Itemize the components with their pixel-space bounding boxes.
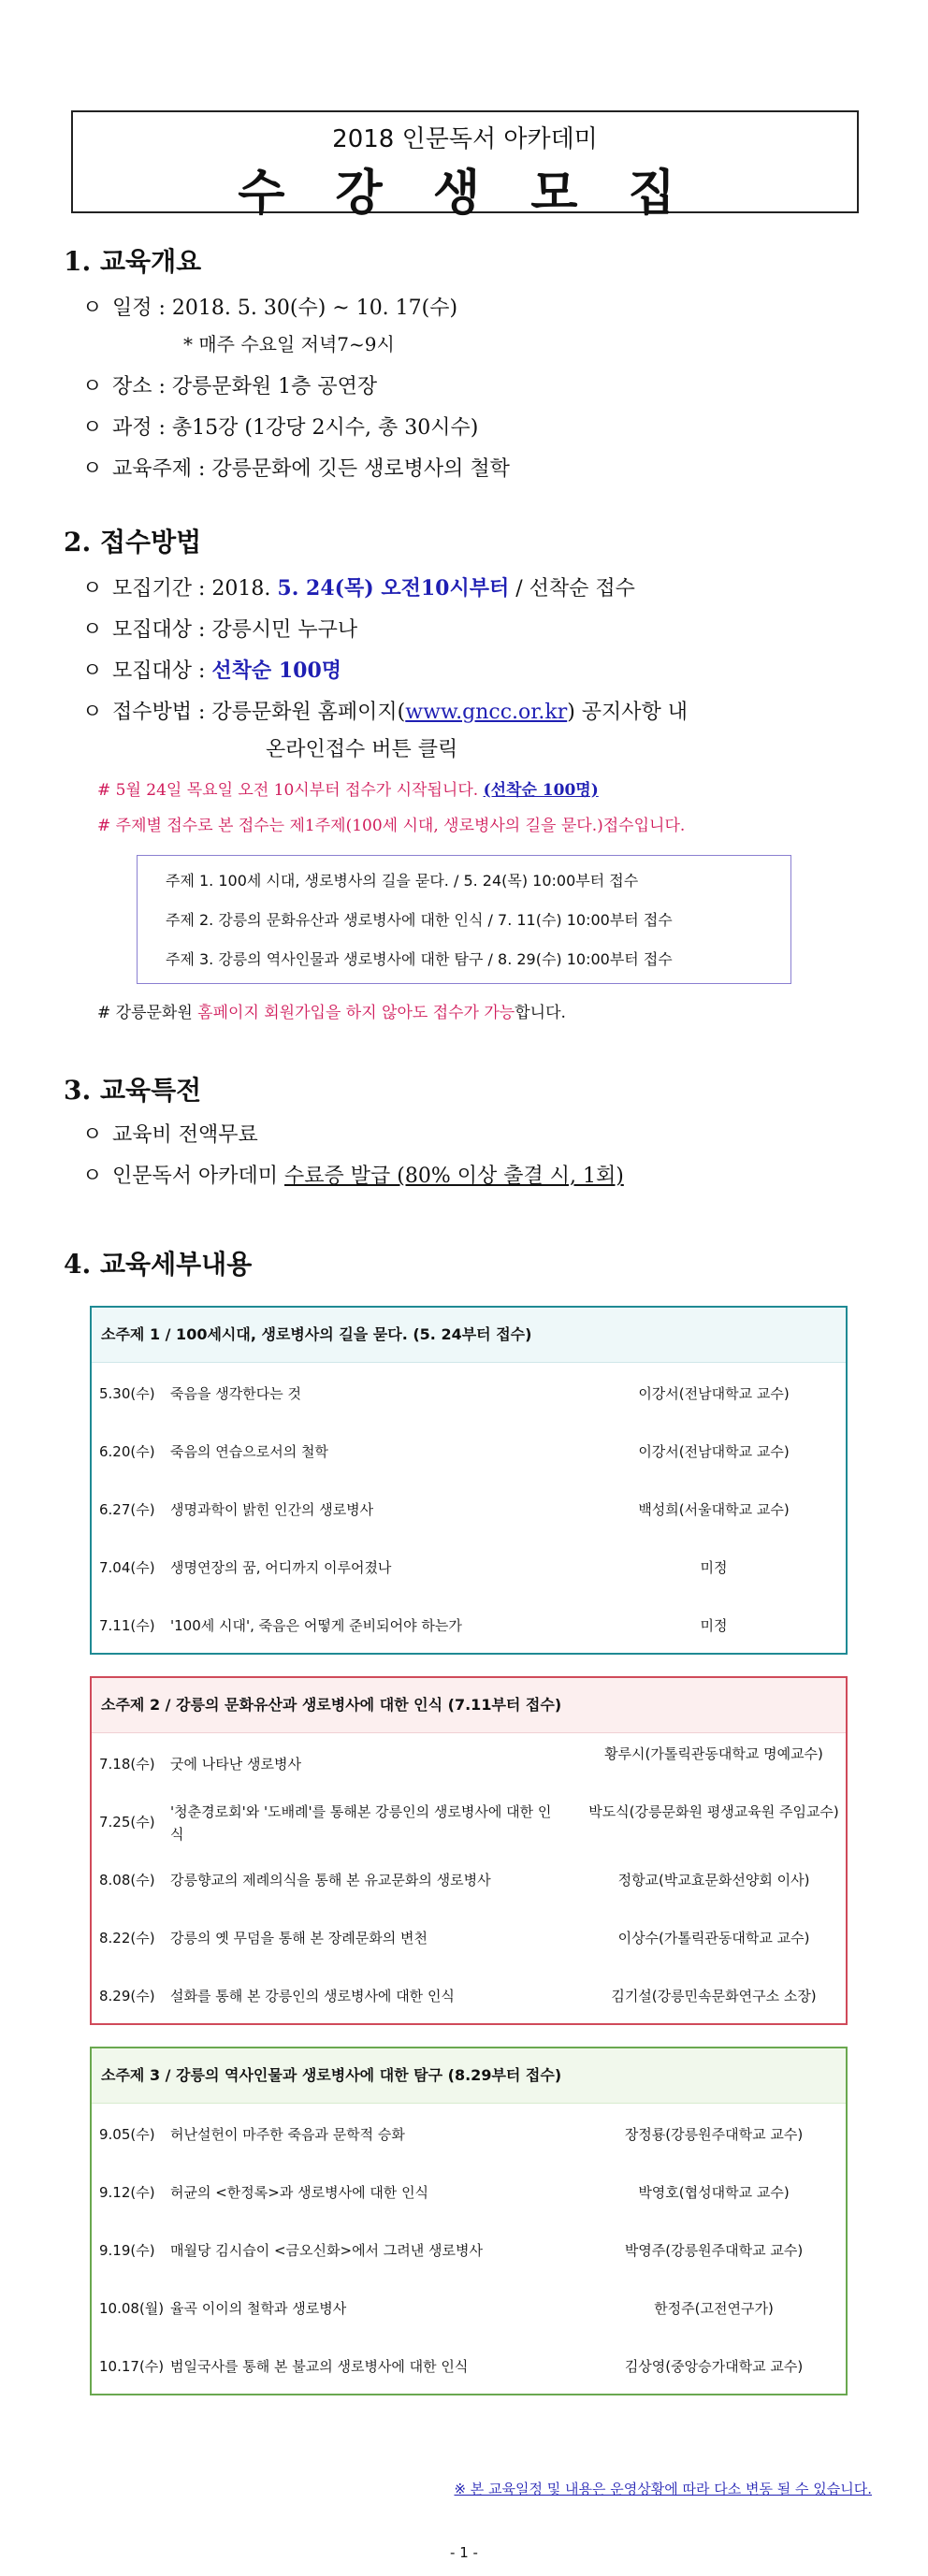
sec2-note-1: # 5월 24일 목요일 오전 10시부터 접수가 시작됩니다. (선착순 100명) bbox=[97, 781, 599, 800]
section-2-heading: 2. 접수방법 bbox=[64, 527, 202, 557]
sec2-target-count: ㅇ 모집대상 : 선착순 100명 bbox=[82, 658, 342, 683]
page-number: - 1 - bbox=[450, 2544, 478, 2561]
table-row: 8.29(수) 설화를 통해 본 강릉인의 생로병사에 대한 인식 김기설(강릉민속문화연구소 소장) bbox=[99, 1988, 817, 2004]
sec3-certificate: ㅇ 인문독서 아카데미 수료증 발급 (80% 이상 출결 시, 1회) bbox=[82, 1165, 624, 1188]
website-link[interactable]: www.gncc.or.kr bbox=[405, 701, 568, 724]
subtopic-2-box bbox=[90, 1676, 848, 2025]
table-row: 10.17(수) 범일국사를 통해 본 불교의 생로병사에 대한 인식 김상영(중앙승가대학교 교수) bbox=[99, 2358, 804, 2375]
subtopic-3-title: 소주제 3 / 강릉의 역사인물과 생로병사에 대한 탐구 (8.29부터 접수) bbox=[92, 2048, 846, 2104]
table-row: 7.11(수) '100세 시대', 죽음은 어떻게 준비되어야 하는가 미정 bbox=[99, 1617, 728, 1634]
table-row: 7.25(수) '청춘경로회'와 '도배례'를 통해본 강릉인의 생로병사에 대한 인식 박도식(강릉문화원 평생교육원 주임교수) bbox=[99, 1803, 839, 1843]
section-1-heading: 1. 교육개요 bbox=[64, 246, 202, 277]
table-row: 6.20(수) 죽음의 연습으로서의 철학 이강서(전남대학교 교수) bbox=[99, 1443, 790, 1460]
sec1-location: ㅇ 장소 : 강릉문화원 1층 공연장 bbox=[82, 375, 378, 398]
table-row: 10.08(월) 율곡 이이의 철학과 생로병사 한정주(고전연구가) bbox=[99, 2300, 774, 2317]
table-row: 8.08(수) 강릉향교의 제례의식을 통해 본 유교문화의 생로병사 정항교(박교효문화선양회 이사) bbox=[99, 1872, 810, 1889]
sec2-target: ㅇ 모집대상 : 강릉시민 누구나 bbox=[82, 618, 358, 642]
table-row: 9.12(수) 허균의 <한정록>과 생로병사에 대한 인식 박영호(협성대학교 교수) bbox=[99, 2184, 790, 2201]
section-4-heading: 4. 교육세부내용 bbox=[64, 1249, 253, 1280]
section-3-heading: 3. 교육특전 bbox=[64, 1075, 202, 1106]
subject-schedule-box bbox=[137, 855, 791, 984]
table-row: 7.04(수) 생명연장의 꿈, 어디까지 이루어졌나 미정 bbox=[99, 1559, 728, 1576]
table-row: 7.18(수) 굿에 나타난 생로병사 황루시(가톨릭관동대학교 명예교수) bbox=[99, 1745, 823, 1773]
sec1-schedule: ㅇ 일정 : 2018. 5. 30(수) ~ 10. 17(수) bbox=[82, 297, 458, 320]
subject-line-2: 주제 2. 강릉의 문화유산과 생로병사에 대한 인식 / 7. 11(수) 10:00부터 접수 bbox=[166, 911, 673, 929]
table-row: 6.27(수) 생명과학이 밝힌 인간의 생로병사 백성희(서울대학교 교수) bbox=[99, 1501, 790, 1518]
subtopic-2-title: 소주제 2 / 강릉의 문화유산과 생로병사에 대한 인식 (7.11부터 접수) bbox=[92, 1678, 846, 1733]
sec1-theme: ㅇ 교육주제 : 강릉문화에 깃든 생로병사의 철학 bbox=[82, 457, 510, 481]
schedule-change-notice: ※ 본 교육일정 및 내용은 운영상황에 따라 다소 변동 될 수 있습니다. bbox=[454, 2481, 872, 2497]
sec2-period: ㅇ 모집기간 : 2018. 5. 24(목) 오전10시부터 / 선착순 접수 bbox=[82, 576, 635, 601]
table-row: 8.22(수) 강릉의 옛 무덤을 통해 본 장례문화의 변천 이상수(가톨릭관동대학교 교수) bbox=[99, 1930, 810, 1946]
document-subtitle: 2018 인문독서 아카데미 bbox=[332, 125, 598, 153]
subtopic-1-box bbox=[90, 1306, 848, 1655]
sec2-method: ㅇ 접수방법 : 강릉문화원 홈페이지(www.gncc.or.kr) 공지사항 내 bbox=[82, 701, 689, 724]
table-row: 9.19(수) 매월당 김시습이 <금오신화>에서 그려낸 생로병사 박영주(강릉원주대학교 교수) bbox=[99, 2242, 804, 2259]
subtopic-1-title: 소주제 1 / 100세시대, 생로병사의 길을 묻다. (5. 24부터 접수) bbox=[92, 1308, 846, 1363]
subject-line-3: 주제 3. 강릉의 역사인물과 생로병사에 대한 탐구 / 8. 29(수) 10:00부터 접수 bbox=[166, 950, 673, 968]
sec3-free: ㅇ 교육비 전액무료 bbox=[82, 1123, 258, 1147]
subject-line-1: 주제 1. 100세 시대, 생로병사의 길을 묻다. / 5. 24(목) 10:00부터 접수 bbox=[166, 872, 639, 890]
sec1-schedule-note: * 매주 수요일 저녁7~9시 bbox=[183, 333, 395, 355]
table-row: 5.30(수) 죽음을 생각한다는 것 이강서(전남대학교 교수) bbox=[99, 1385, 790, 1402]
title-box bbox=[71, 110, 859, 222]
sec1-course: ㅇ 과정 : 총15강 (1강당 2시수, 총 30시수) bbox=[82, 416, 479, 440]
subtopic-3-box bbox=[90, 2047, 848, 2395]
table-row: 9.05(수) 허난설헌이 마주한 죽음과 문학적 승화 장정룡(강릉원주대학교 교수) bbox=[99, 2126, 804, 2143]
document-title: 수 강 생 모 집 bbox=[238, 166, 692, 222]
sec2-note-3: # 강릉문화원 홈페이지 회원가입을 하지 않아도 접수가 가능합니다. bbox=[97, 1004, 566, 1022]
sec2-note-2: # 주제별 접수로 본 접수는 제1주제(100세 시대, 생로병사의 길을 묻다.)접수입니다. bbox=[97, 817, 686, 835]
sec2-method-cont: 온라인접수 버튼 클릭 bbox=[266, 738, 458, 761]
